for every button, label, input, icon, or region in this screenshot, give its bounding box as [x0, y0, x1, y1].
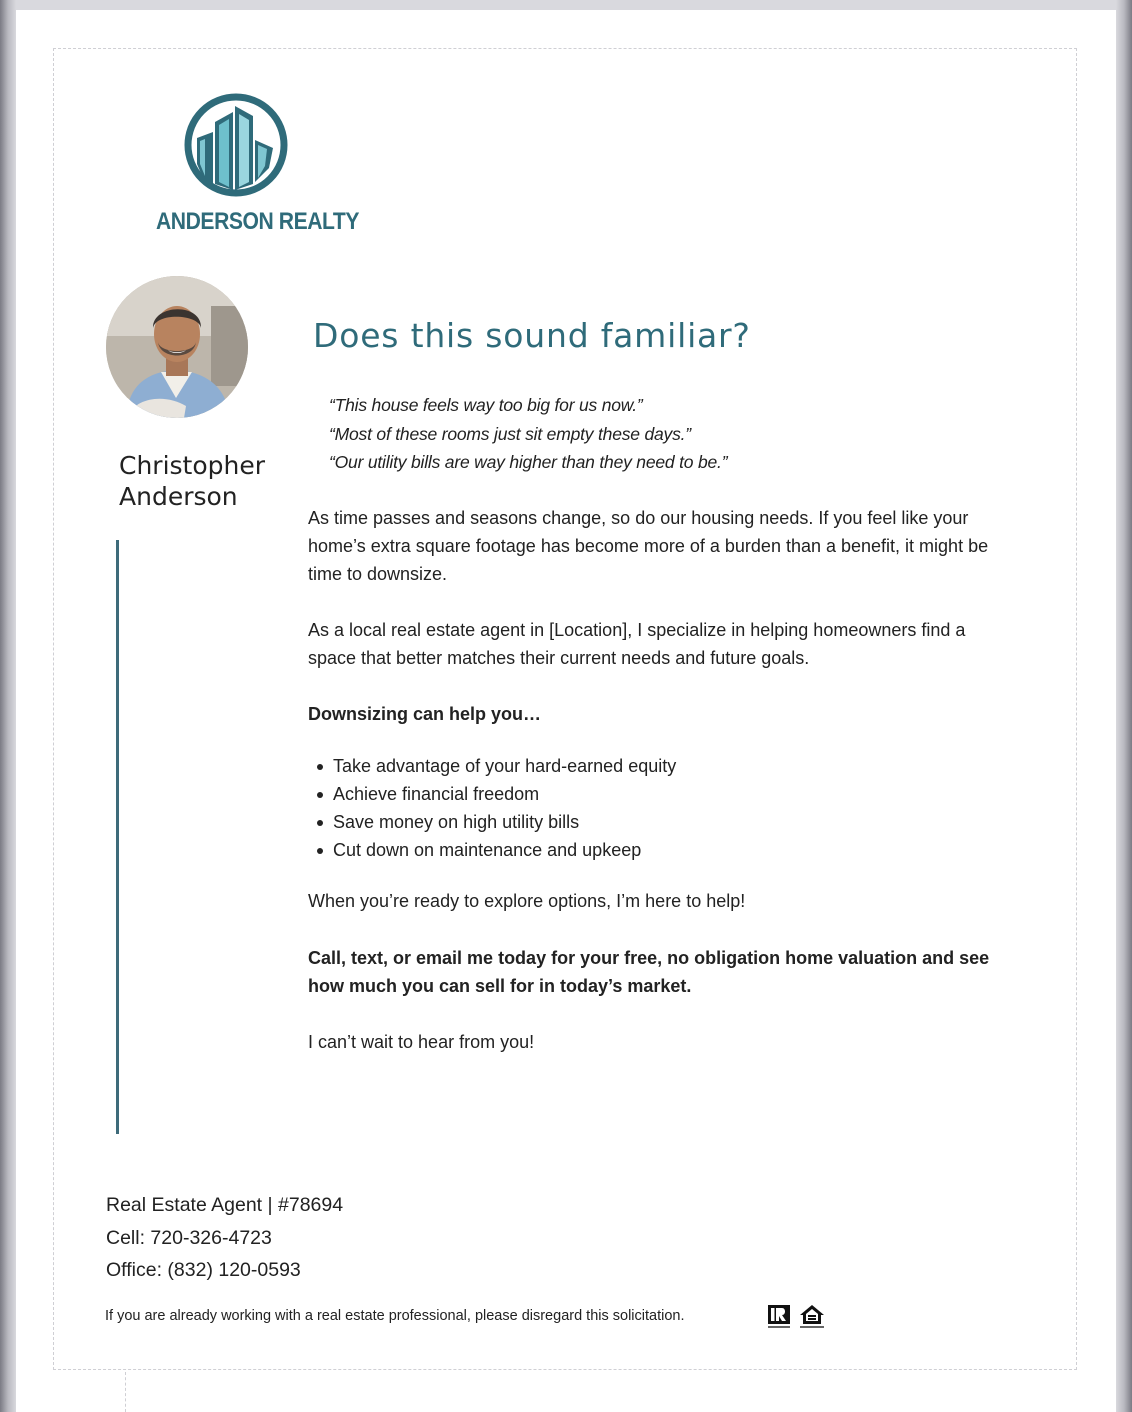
paragraph-location: As a local real estate agent in [Location], I specialize in helping homeowners find a space that better matches their current needs and future goals.	[308, 620, 966, 668]
list-item: Save money on high utility bills	[314, 808, 676, 836]
call-to-action: Call, text, or email me today for your free, no obligation home valuation and see how much you can sell for in today’s market.	[308, 948, 990, 996]
agent-name	[119, 450, 309, 512]
building-in-circle-icon	[183, 92, 289, 198]
accent-vertical-bar	[116, 540, 119, 1134]
equal-housing-icon	[799, 1304, 825, 1330]
quote: “Our utility bills are way higher than they need to be.”	[329, 452, 728, 472]
realtor-logo-icon	[767, 1304, 791, 1330]
brand-logo	[156, 92, 316, 198]
cell-phone: Cell: 720-326-4723	[106, 1226, 272, 1249]
list-item: Cut down on maintenance and upkeep	[314, 836, 676, 864]
headline: Does this sound familiar?	[313, 316, 751, 355]
agent-photo	[106, 276, 248, 418]
agent-portrait	[106, 276, 248, 418]
trim-stub	[125, 1372, 126, 1412]
agent-license: Real Estate Agent | #78694	[106, 1194, 344, 1216]
closing-line: I can’t wait to hear from you!	[308, 1032, 535, 1052]
compliance-badges	[767, 1304, 825, 1330]
brand-name: ANDERSON REALTY	[156, 208, 360, 235]
contact-block	[106, 1189, 343, 1287]
benefits-heading: Downsizing can help you…	[308, 704, 542, 724]
quote: “This house feels way too big for us now.”	[329, 395, 643, 415]
paragraph-intro: As time passes and seasons change, so do our housing needs. If you feel like your home’s extra square footage has become more of a burden than a benefit, it might be time to downsize.	[308, 508, 989, 584]
list-item: Achieve financial freedom	[314, 780, 676, 808]
letter-page	[16, 10, 1116, 1412]
quote: “Most of these rooms just sit empty these days.”	[329, 423, 691, 444]
disclaimer: If you are already working with a real estate professional, please disregard this solicitation.	[105, 1308, 685, 1324]
quote-list	[329, 391, 727, 477]
agent-first-name: Christopher	[119, 451, 266, 480]
list-item: Take advantage of your hard-earned equity	[314, 752, 676, 780]
office-phone: Office: (832) 120-0593	[106, 1259, 301, 1281]
benefits-list	[314, 752, 676, 864]
agent-last-name: Anderson	[119, 482, 238, 511]
paragraph-help: When you’re ready to explore options, I’m here to help!	[308, 891, 746, 911]
